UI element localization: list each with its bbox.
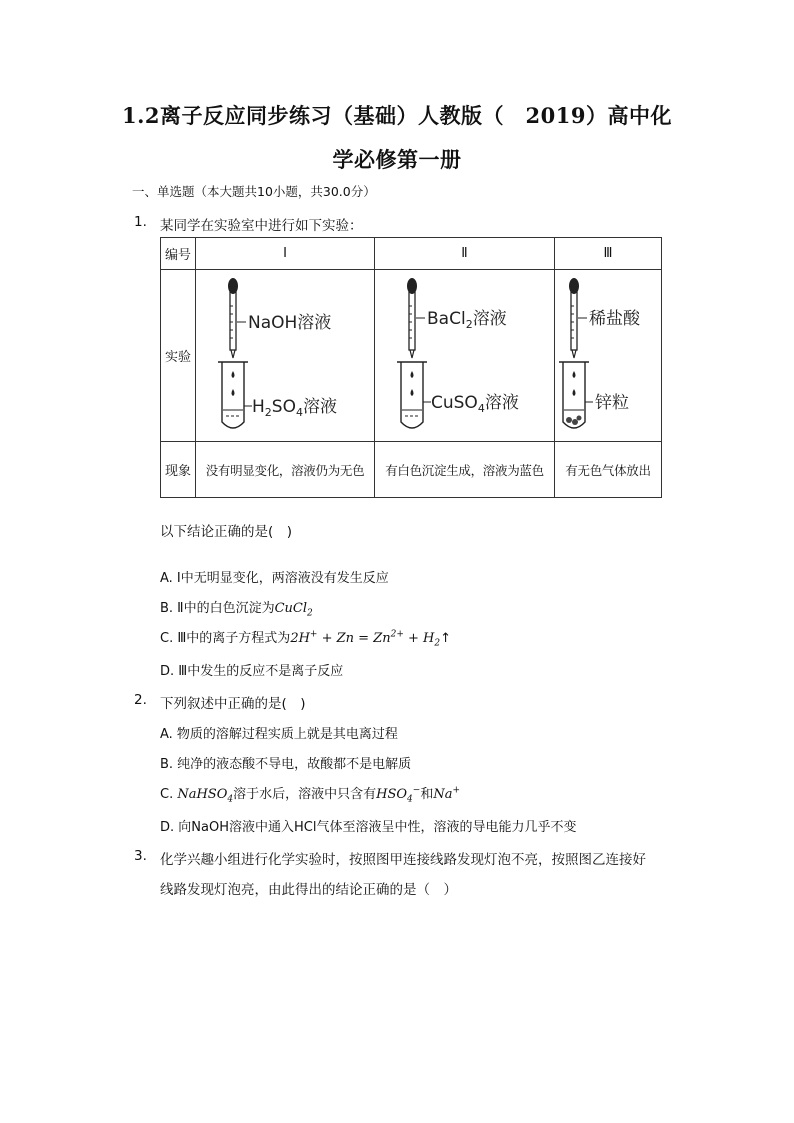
experiment-1-figure bbox=[196, 270, 375, 437]
experiment-2-tube-label: CuSO$_4$溶液 bbox=[431, 393, 519, 415]
document-title-line-2: 学必修第一册 bbox=[332, 147, 462, 172]
experiment-1-cell bbox=[196, 270, 375, 442]
question-2-number: 2. bbox=[134, 692, 147, 708]
observation-2: 有白色沉淀生成，溶液为蓝色 bbox=[375, 442, 555, 498]
observation-1: 没有明显变化，溶液仍为无色 bbox=[196, 442, 375, 498]
question-1-number: 1. bbox=[134, 214, 147, 230]
experiment-2-cell bbox=[375, 270, 555, 442]
question-2-option-a[interactable]: A. 物质的溶解过程实质上就是其电离过程 bbox=[160, 727, 398, 742]
question-1-stem: 某同学在实验室中进行如下实验： bbox=[160, 218, 363, 234]
section-heading: 一、单选题（本大题共10小题，共30.0分） bbox=[132, 184, 376, 199]
question-1-option-b[interactable]: B. Ⅱ中的白色沉淀为CuCl$_2$ bbox=[160, 601, 313, 619]
question-2-option-c[interactable]: C. NaHSO$_4$溶于水后，溶液中只含有$HSO_4^-$和Na+ bbox=[160, 785, 461, 805]
table-row-experiment-label: 实验 bbox=[161, 270, 196, 442]
dropper-icon bbox=[228, 278, 246, 358]
question-1-ask: 以下结论正确的是( ) bbox=[160, 524, 293, 540]
question-2-option-d[interactable]: D. 向NaOH溶液中通入HCl气体至溶液呈中性，溶液的导电能力几乎不变 bbox=[160, 820, 577, 835]
question-2-stem: 下列叙述中正确的是( ) bbox=[160, 696, 306, 712]
dropper-icon bbox=[569, 278, 587, 358]
experiment-3-cell bbox=[555, 270, 662, 442]
question-3-stem-line-1: 化学兴趣小组进行化学实验时，按照图甲连接线路发现灯泡不亮，按照图乙连接好 bbox=[160, 852, 646, 868]
question-3-stem-line-2: 线路发现灯泡亮，由此得出的结论正确的是（ ） bbox=[160, 882, 457, 898]
experiment-3-figure bbox=[555, 270, 662, 437]
experiment-table bbox=[160, 237, 662, 498]
question-1-option-d[interactable]: D. Ⅲ中发生的反应不是离子反应 bbox=[160, 664, 344, 679]
experiment-3-tube-label: 锌粒 bbox=[595, 393, 629, 413]
table-header-col-2: Ⅱ bbox=[375, 238, 555, 270]
observation-3: 有无色气体放出 bbox=[555, 442, 662, 498]
test-tube-icon bbox=[218, 362, 252, 428]
dropper-icon bbox=[407, 278, 425, 358]
table-header-col-1: Ⅰ bbox=[196, 238, 375, 270]
question-2-option-b[interactable]: B. 纯净的液态酸不导电，故酸都不是电解质 bbox=[160, 757, 412, 772]
experiment-3-dropper-label: 稀盐酸 bbox=[589, 309, 640, 329]
question-3-number: 3. bbox=[134, 848, 147, 864]
experiment-2-figure bbox=[375, 270, 555, 437]
question-1-option-a[interactable]: A. Ⅰ中无明显变化，两溶液没有发生反应 bbox=[160, 571, 389, 586]
table-row-observation-label: 现象 bbox=[161, 442, 196, 498]
table-header-col-3: Ⅲ bbox=[555, 238, 662, 270]
experiment-1-dropper-label: NaOH溶液 bbox=[248, 313, 332, 333]
document-title-line-1: 1.2离子反应同步练习（基础）人教版（ 2019）高中化 bbox=[122, 103, 672, 128]
table-header-label: 编号 bbox=[161, 238, 196, 270]
test-tube-icon bbox=[397, 362, 431, 428]
test-tube-icon bbox=[559, 362, 593, 428]
experiment-2-dropper-label: BaCl$_2$溶液 bbox=[427, 309, 507, 331]
question-1-option-c[interactable]: C. Ⅲ中的离子方程式为$2H^+ + Zn = Zn^{2+}$ + $H_2↑$ bbox=[160, 629, 452, 649]
experiment-1-tube-label: $H_2SO_4$溶液 bbox=[252, 397, 337, 419]
